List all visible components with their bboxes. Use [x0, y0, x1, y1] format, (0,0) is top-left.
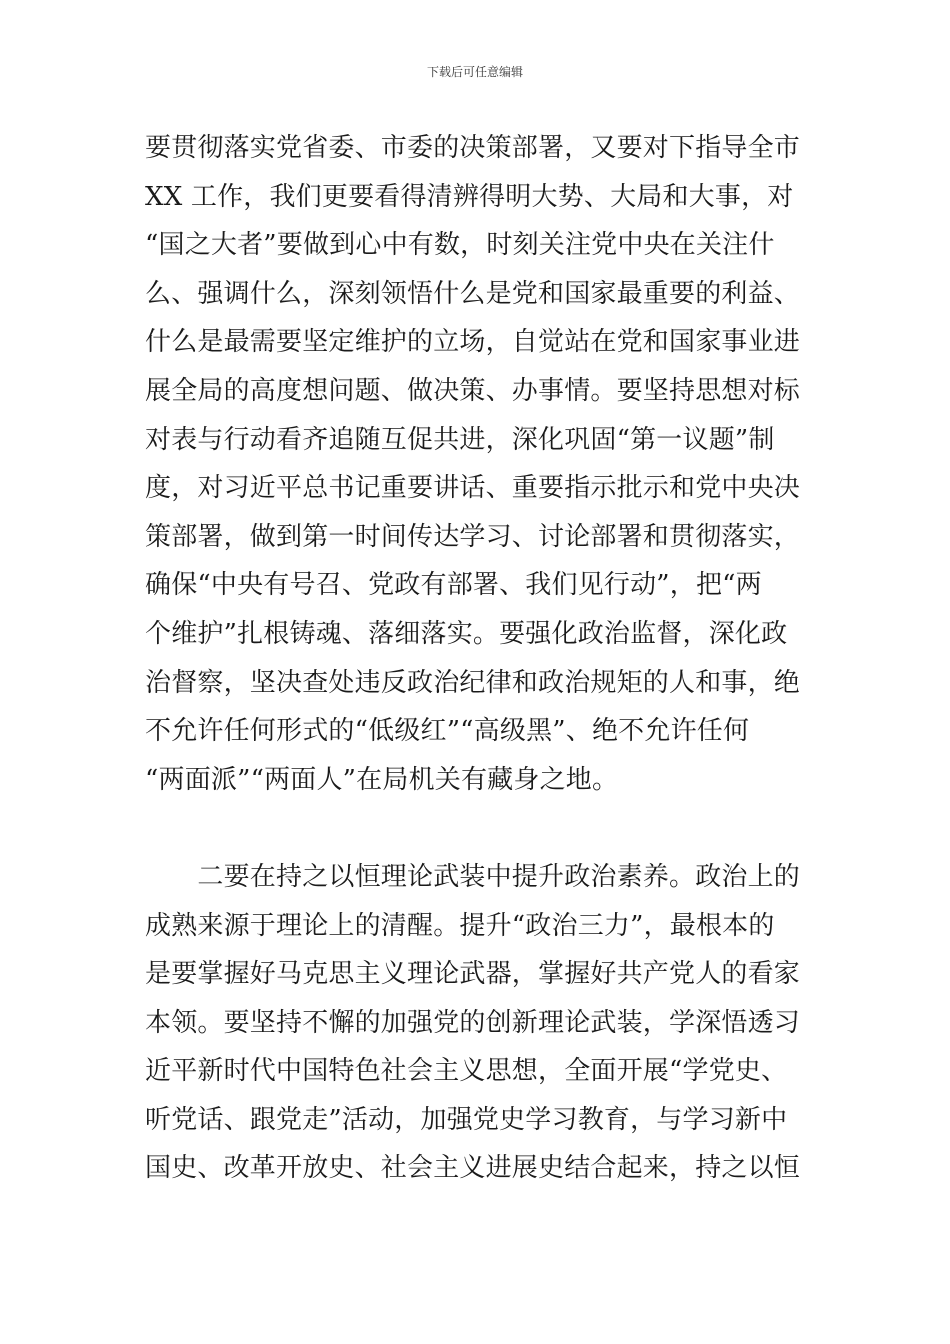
text-line: 要贯彻落实党省委、市委的决策部署，又要对下指导全市 — [145, 133, 801, 163]
text-line: 不允许任何形式的“低级红”“高级黑”、绝不允许任何 — [145, 716, 750, 747]
text-line: 确保“中央有号召、党政有部署、我们见行动”，把“两 — [145, 570, 762, 601]
text-line: “国之大者”要做到心中有数，时刻关注党中央在关注什 — [145, 230, 775, 261]
text-line: 成熟来源于理论上的清醒。提升“政治三力”，最根本的 — [145, 910, 775, 941]
paragraph-2 — [145, 853, 810, 1193]
text-line: 策部署，做到第一时间传达学习、讨论部署和贯彻落实， — [145, 521, 801, 552]
text-line: 治督察，坚决查处违反政治纪律和政治规矩的人和事，绝 — [145, 667, 801, 698]
text-line: 本领。要坚持不懈的加强党的创新理论武装，学深悟透习 — [145, 1007, 801, 1038]
text-line: “两面派”“两面人”在局机关有藏身之地。 — [145, 764, 619, 795]
text-line: 近平新时代中国特色社会主义思想，全面开展“学党史、 — [145, 1056, 788, 1087]
text-line: 对表与行动看齐追随互促共进，深化巩固“第一议题”制 — [145, 424, 775, 455]
text-line: XX 工作，我们更要看得清辨得明大势、大局和大事，对 — [145, 181, 794, 212]
page-header-note: 下载后可任意编辑 — [426, 65, 523, 79]
text-line: 度，对习近平总书记重要讲话、重要指示批示和党中央决 — [145, 473, 801, 504]
paragraph-spacer — [145, 804, 810, 853]
text-line: 什么是最需要坚定维护的立场，自觉站在党和国家事业进 — [145, 327, 801, 358]
text-line: 个维护”扎根铸魂、落细落实。要强化政治监督，深化政 — [145, 618, 788, 649]
paragraph-1 — [145, 124, 810, 804]
text-line: 展全局的高度想问题、做决策、办事情。要坚持思想对标 — [145, 375, 801, 406]
text-line: 听党话、跟党走”活动，加强党史学习教育，与学习新中 — [145, 1104, 788, 1135]
text-line: 国史、改革开放史、社会主义进展史结合起来，持之以恒 — [145, 1153, 801, 1184]
text-line: 二要在持之以恒理论武装中提升政治素养。政治上的 — [145, 861, 801, 892]
text-line: 么、强调什么，深刻领悟什么是党和国家最重要的利益、 — [145, 278, 801, 309]
document-body — [145, 124, 810, 1193]
text-line: 是要掌握好马克思主义理论武器，掌握好共产党人的看家 — [145, 959, 801, 990]
